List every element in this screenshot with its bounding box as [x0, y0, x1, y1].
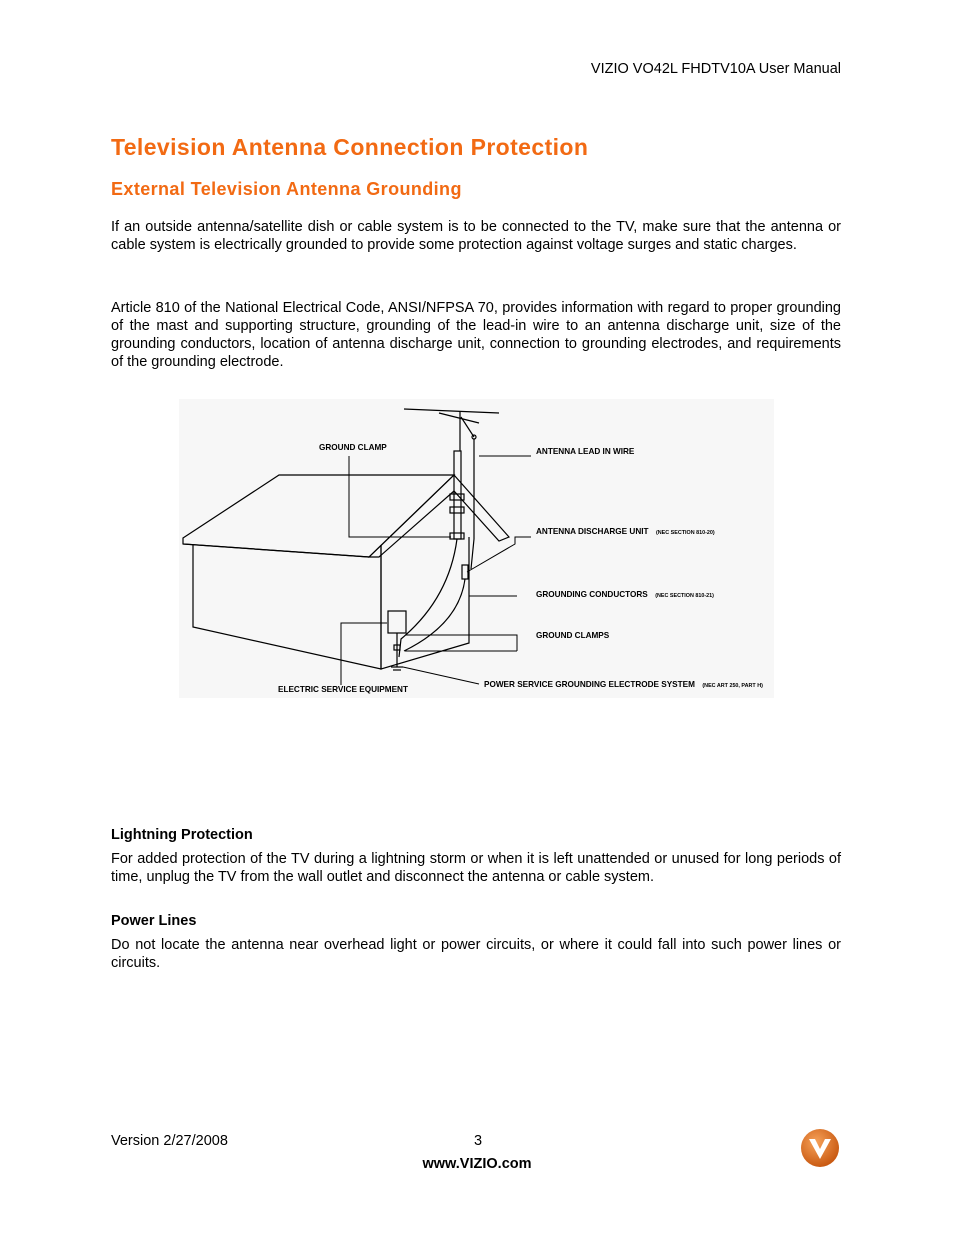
label-electric-service: ELECTRIC SERVICE EQUIPMENT: [278, 685, 408, 694]
label-grounding-conductors: GROUNDING CONDUCTORS (NEC SECTION 810-21): [536, 590, 714, 599]
label-ground-clamps: GROUND CLAMPS: [536, 631, 610, 640]
section-title: Television Antenna Connection Protection: [111, 134, 589, 160]
label-discharge-unit: ANTENNA DISCHARGE UNIT (NEC SECTION 810-20): [536, 527, 715, 536]
manual-title: VIZIO VO42L FHDTV10A User Manual: [590, 61, 841, 77]
label-power-service: POWER SERVICE GROUNDING ELECTRODE SYSTEM (NEC ART 250, PART H): [484, 680, 763, 689]
power-lines-text: Do not locate the antenna near overhead light or power circuits, or where it could fall into such power lines or circuits.: [111, 937, 841, 971]
footer-version: Version 2/27/2008: [111, 1133, 228, 1149]
label-ground-clamp: GROUND CLAMP: [319, 443, 387, 452]
vizio-logo-icon: [800, 1128, 840, 1168]
power-lines-heading: Power Lines: [111, 913, 197, 929]
nec-paragraph: Article 810 of the National Electrical Code, ANSI/NFPSA 70, provides information with regard to proper grounding of the mast and supporting structure, grounding of the lead-in wire to an antenna discharge unit, size of the grounding conductors, location of antenna discharge unit, connection to grounding electrodes, and requirements of the grounding electrode.: [111, 300, 841, 370]
lightning-heading: Lightning Protection: [111, 827, 253, 843]
grounding-diagram: [179, 399, 774, 698]
label-antenna-lead: ANTENNA LEAD IN WIRE: [536, 447, 635, 456]
intro-paragraph: If an outside antenna/satellite dish or cable system is to be connected to the TV, make sure that the antenna or cable system is electrically grounded to provide some protection against voltage surges and static charges.: [111, 219, 841, 253]
footer-website: www.VIZIO.com: [422, 1156, 532, 1172]
footer-page-number: 3: [473, 1133, 483, 1149]
lightning-text: For added protection of the TV during a lightning storm or when it is left unattended or unused for long periods of time, unplug the TV from the wall outlet and disconnect the antenna or cable system.: [111, 851, 841, 885]
section-subtitle: External Television Antenna Grounding: [111, 179, 462, 199]
